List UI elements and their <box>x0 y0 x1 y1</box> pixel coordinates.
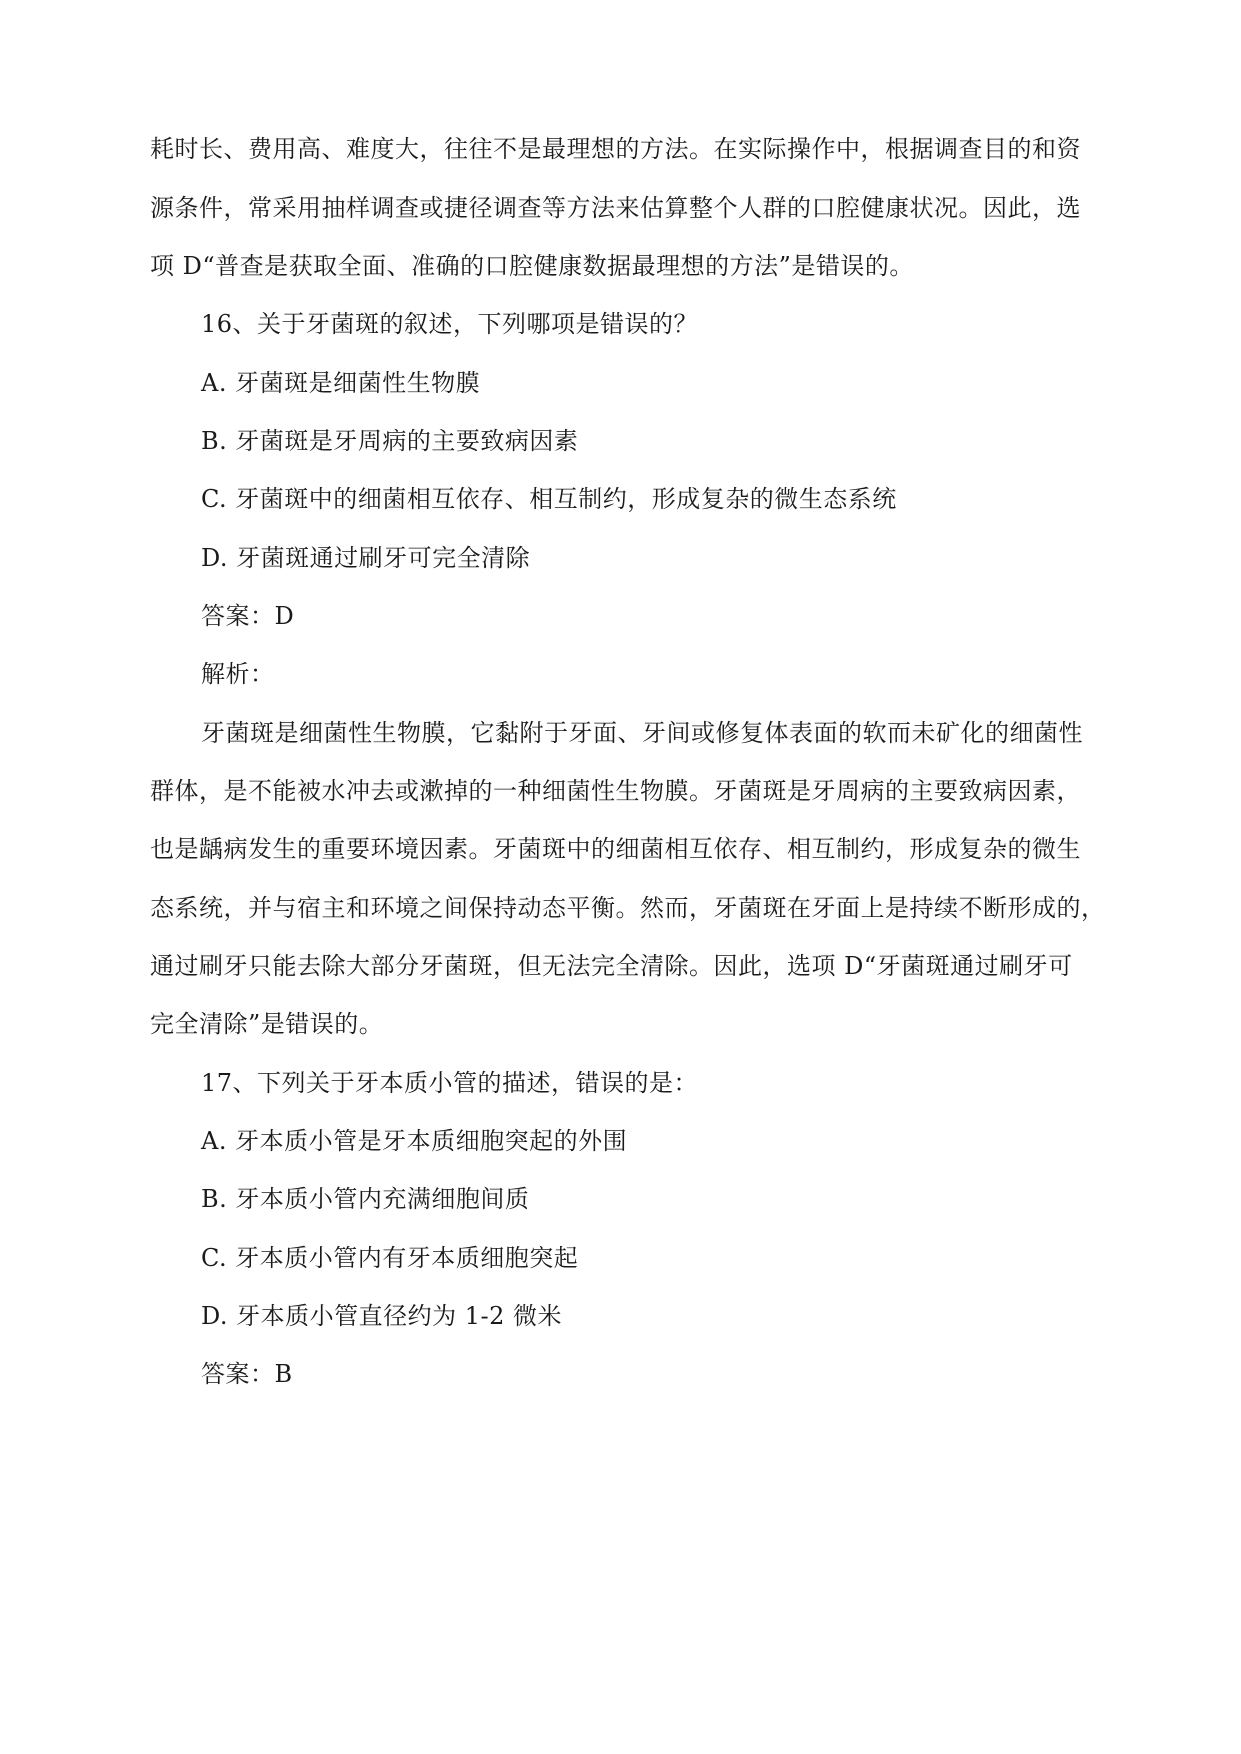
q17-option-a: A. 牙本质小管是牙本质细胞突起的外围 <box>201 1127 628 1155</box>
q17-option-d: D. 牙本质小管直径约为 1-2 微米 <box>201 1302 563 1330</box>
q16-analysis-line-4: 态系统，并与宿主和环境之间保持动态平衡。然而，牙菌斑在牙面上是持续不断形成的， <box>150 894 1106 922</box>
q16-option-d: D. 牙菌斑通过刷牙可完全清除 <box>201 544 531 572</box>
q16-analysis-line-6: 完全清除”是错误的。 <box>150 1010 384 1038</box>
q16-analysis-line-5: 通过刷牙只能去除大部分牙菌斑，但无法完全清除。因此，选项 D“牙菌斑通过刷牙可 <box>150 952 1073 980</box>
q17-answer: 答案：B <box>201 1360 293 1388</box>
q16-question: 16、关于牙菌斑的叙述，下列哪项是错误的？ <box>201 310 699 338</box>
q17-option-b: B. 牙本质小管内充满细胞间质 <box>201 1185 530 1213</box>
q16-analysis-label: 解析： <box>201 660 275 688</box>
q16-option-b: B. 牙菌斑是牙周病的主要致病因素 <box>201 427 579 455</box>
q16-option-c: C. 牙菌斑中的细菌相互依存、相互制约，形成复杂的微生态系统 <box>201 485 897 513</box>
prev-explanation-line-2: 源条件，常采用抽样调查或捷径调查等方法来估算整个人群的口腔健康状况。因此，选 <box>150 194 1081 222</box>
q17-option-c: C. 牙本质小管内有牙本质细胞突起 <box>201 1244 579 1272</box>
prev-explanation-line-1: 耗时长、费用高、难度大，往往不是最理想的方法。在实际操作中，根据调查目的和资 <box>150 135 1081 163</box>
q16-analysis-line-1: 牙菌斑是细菌性生物膜，它黏附于牙面、牙间或修复体表面的软而未矿化的细菌性 <box>201 719 1083 747</box>
q17-question: 17、下列关于牙本质小管的描述，错误的是： <box>201 1069 699 1097</box>
q16-analysis-line-3: 也是龋病发生的重要环境因素。牙菌斑中的细菌相互依存、相互制约，形成复杂的微生 <box>150 835 1081 863</box>
q16-option-a: A. 牙菌斑是细菌性生物膜 <box>201 369 481 397</box>
q16-analysis-line-2: 群体，是不能被水冲去或漱掉的一种细菌性生物膜。牙菌斑是牙周病的主要致病因素， <box>150 777 1081 805</box>
prev-explanation-line-3: 项 D“普查是获取全面、准确的口腔健康数据最理想的方法”是错误的。 <box>150 252 914 280</box>
q16-answer: 答案：D <box>201 602 295 630</box>
